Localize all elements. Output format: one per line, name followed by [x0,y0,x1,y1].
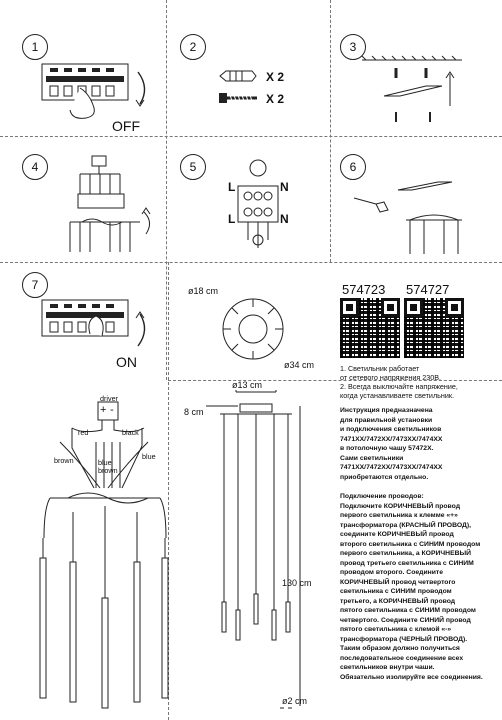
note-line: от сетевого напряжения 230В. [340,373,442,382]
text-line: трансформатора (ЧЕРНЫЙ ПРОВОД). [340,635,468,643]
dim-tube-diameter: ø2 cm [282,696,308,706]
step-number: 4 [22,154,48,180]
wire-label-brown: brown [98,466,118,475]
text-line: светильников внутри чаши. [340,664,435,671]
text-line: в потолочную чашу 57472X. [340,445,434,452]
text-line: Таким образом должно получиться [340,645,460,652]
terminal-l: L [228,180,236,194]
screw-icon [218,92,260,104]
divider [0,136,502,137]
off-label: OFF [112,118,140,134]
text-line: трансформатора (КРАСНЫЙ ПРОВОД), [340,521,472,529]
wire-connection-icon [60,152,170,257]
instruction-body [340,492,490,682]
text-line: первого светильника к клемме «+» [340,512,458,519]
text-line: приобретаются отдельно. [340,473,429,481]
step-number: 7 [22,272,48,298]
note-line: когда устанавливаете светильник. [340,391,455,400]
text-line: последовательное соединение всех [340,654,464,662]
wire-label-black: black [122,428,139,437]
product-code: 574723 [342,282,386,297]
wire-label-red: red [78,428,89,437]
text-line: КОРИЧНЕВЫЙ провод четвертого [340,578,456,586]
canopy-diameter: ø18 cm [188,286,219,296]
ceiling-mount-icon [356,50,466,130]
text-line: Подключите КОРИЧНЕВЫЙ провод [340,502,461,510]
bracket-mount-icon [348,178,468,258]
divider [330,0,331,262]
text-line: третьего, а КОРИЧНЕВЫЙ провод [340,597,456,605]
fixture-elevation [206,390,306,720]
text-line: Подключение проводов: [340,493,424,500]
driver-label: driver [100,394,118,403]
text-line: проводом второго. Соедините [340,569,444,576]
qr-code [340,298,400,358]
terminal-n: N [280,212,289,226]
breaker-panel [40,58,130,118]
rotate-arrow-icon [134,310,154,350]
text-line: для правильной установки [340,416,433,424]
breaker-panel [40,294,130,354]
dim-gap: 8 cm [184,407,204,417]
text-line: первого светильника, а КОРИЧНЕВЫЙ [340,550,472,557]
divider [168,380,502,381]
wall-plug-icon [218,68,258,84]
product-code: 574727 [406,282,450,297]
step-number: 2 [180,34,206,60]
wire-label-brown: brown [54,456,74,465]
canopy-outer-diameter: ø34 cm [284,360,315,370]
text-line: Инструкция предназначена [340,407,433,414]
on-label: ON [116,354,137,370]
text-line: соедините КОРИЧНЕВЫЙ провод [340,531,454,538]
text-line: Обязательно изолируйте все соединения. [340,673,483,681]
note-line: 2. Всегда выключайте напряжение, [340,382,458,391]
terminal-l: L [228,212,236,226]
step-number: 6 [340,154,366,180]
dim-top-diameter: ø13 cm [232,380,263,390]
screw-qty: X 2 [266,92,285,106]
terminal-n: N [280,180,289,194]
qr-code [404,298,464,358]
text-line: пятого светильника с клемой «-» [340,626,452,633]
instruction-title [340,406,490,482]
text-line: и подключения светильников [340,426,442,433]
wire-label-blue: blue [142,452,156,461]
driver-minus: - [110,404,114,416]
step-number: 1 [22,34,48,60]
step-number: 5 [180,154,206,180]
plug-qty: X 2 [266,70,285,84]
rotate-arrow-icon [134,70,154,110]
text-line: второго светильника с СИНИМ проводом [340,540,481,548]
text-line: провод третьего светильника с СИНИМ [340,559,474,567]
text-line: светильника с СИНИМ проводом [340,588,452,595]
note-line: 1. Светильник работает [340,364,420,373]
canopy-top-view [218,294,288,364]
terminal-block-icon [226,158,290,258]
text-line: четвертого. Соедините СИНИЙ провод [340,616,471,624]
wiring-diagram [30,402,170,720]
wire-label-blue: blue [98,458,112,467]
driver-plus: + [100,404,107,416]
step-number: 3 [340,34,366,60]
text-line: Сами светильники [340,454,404,462]
text-line: 7471XX/7472XX/7473XX/7474XX [340,435,443,443]
text-line: 7471XX/7472XX/7473XX/7474XX [340,464,443,471]
divider [0,262,502,263]
text-line: пятого светильника с СИНИМ проводом [340,607,476,614]
dim-height: 130 cm [282,578,312,588]
